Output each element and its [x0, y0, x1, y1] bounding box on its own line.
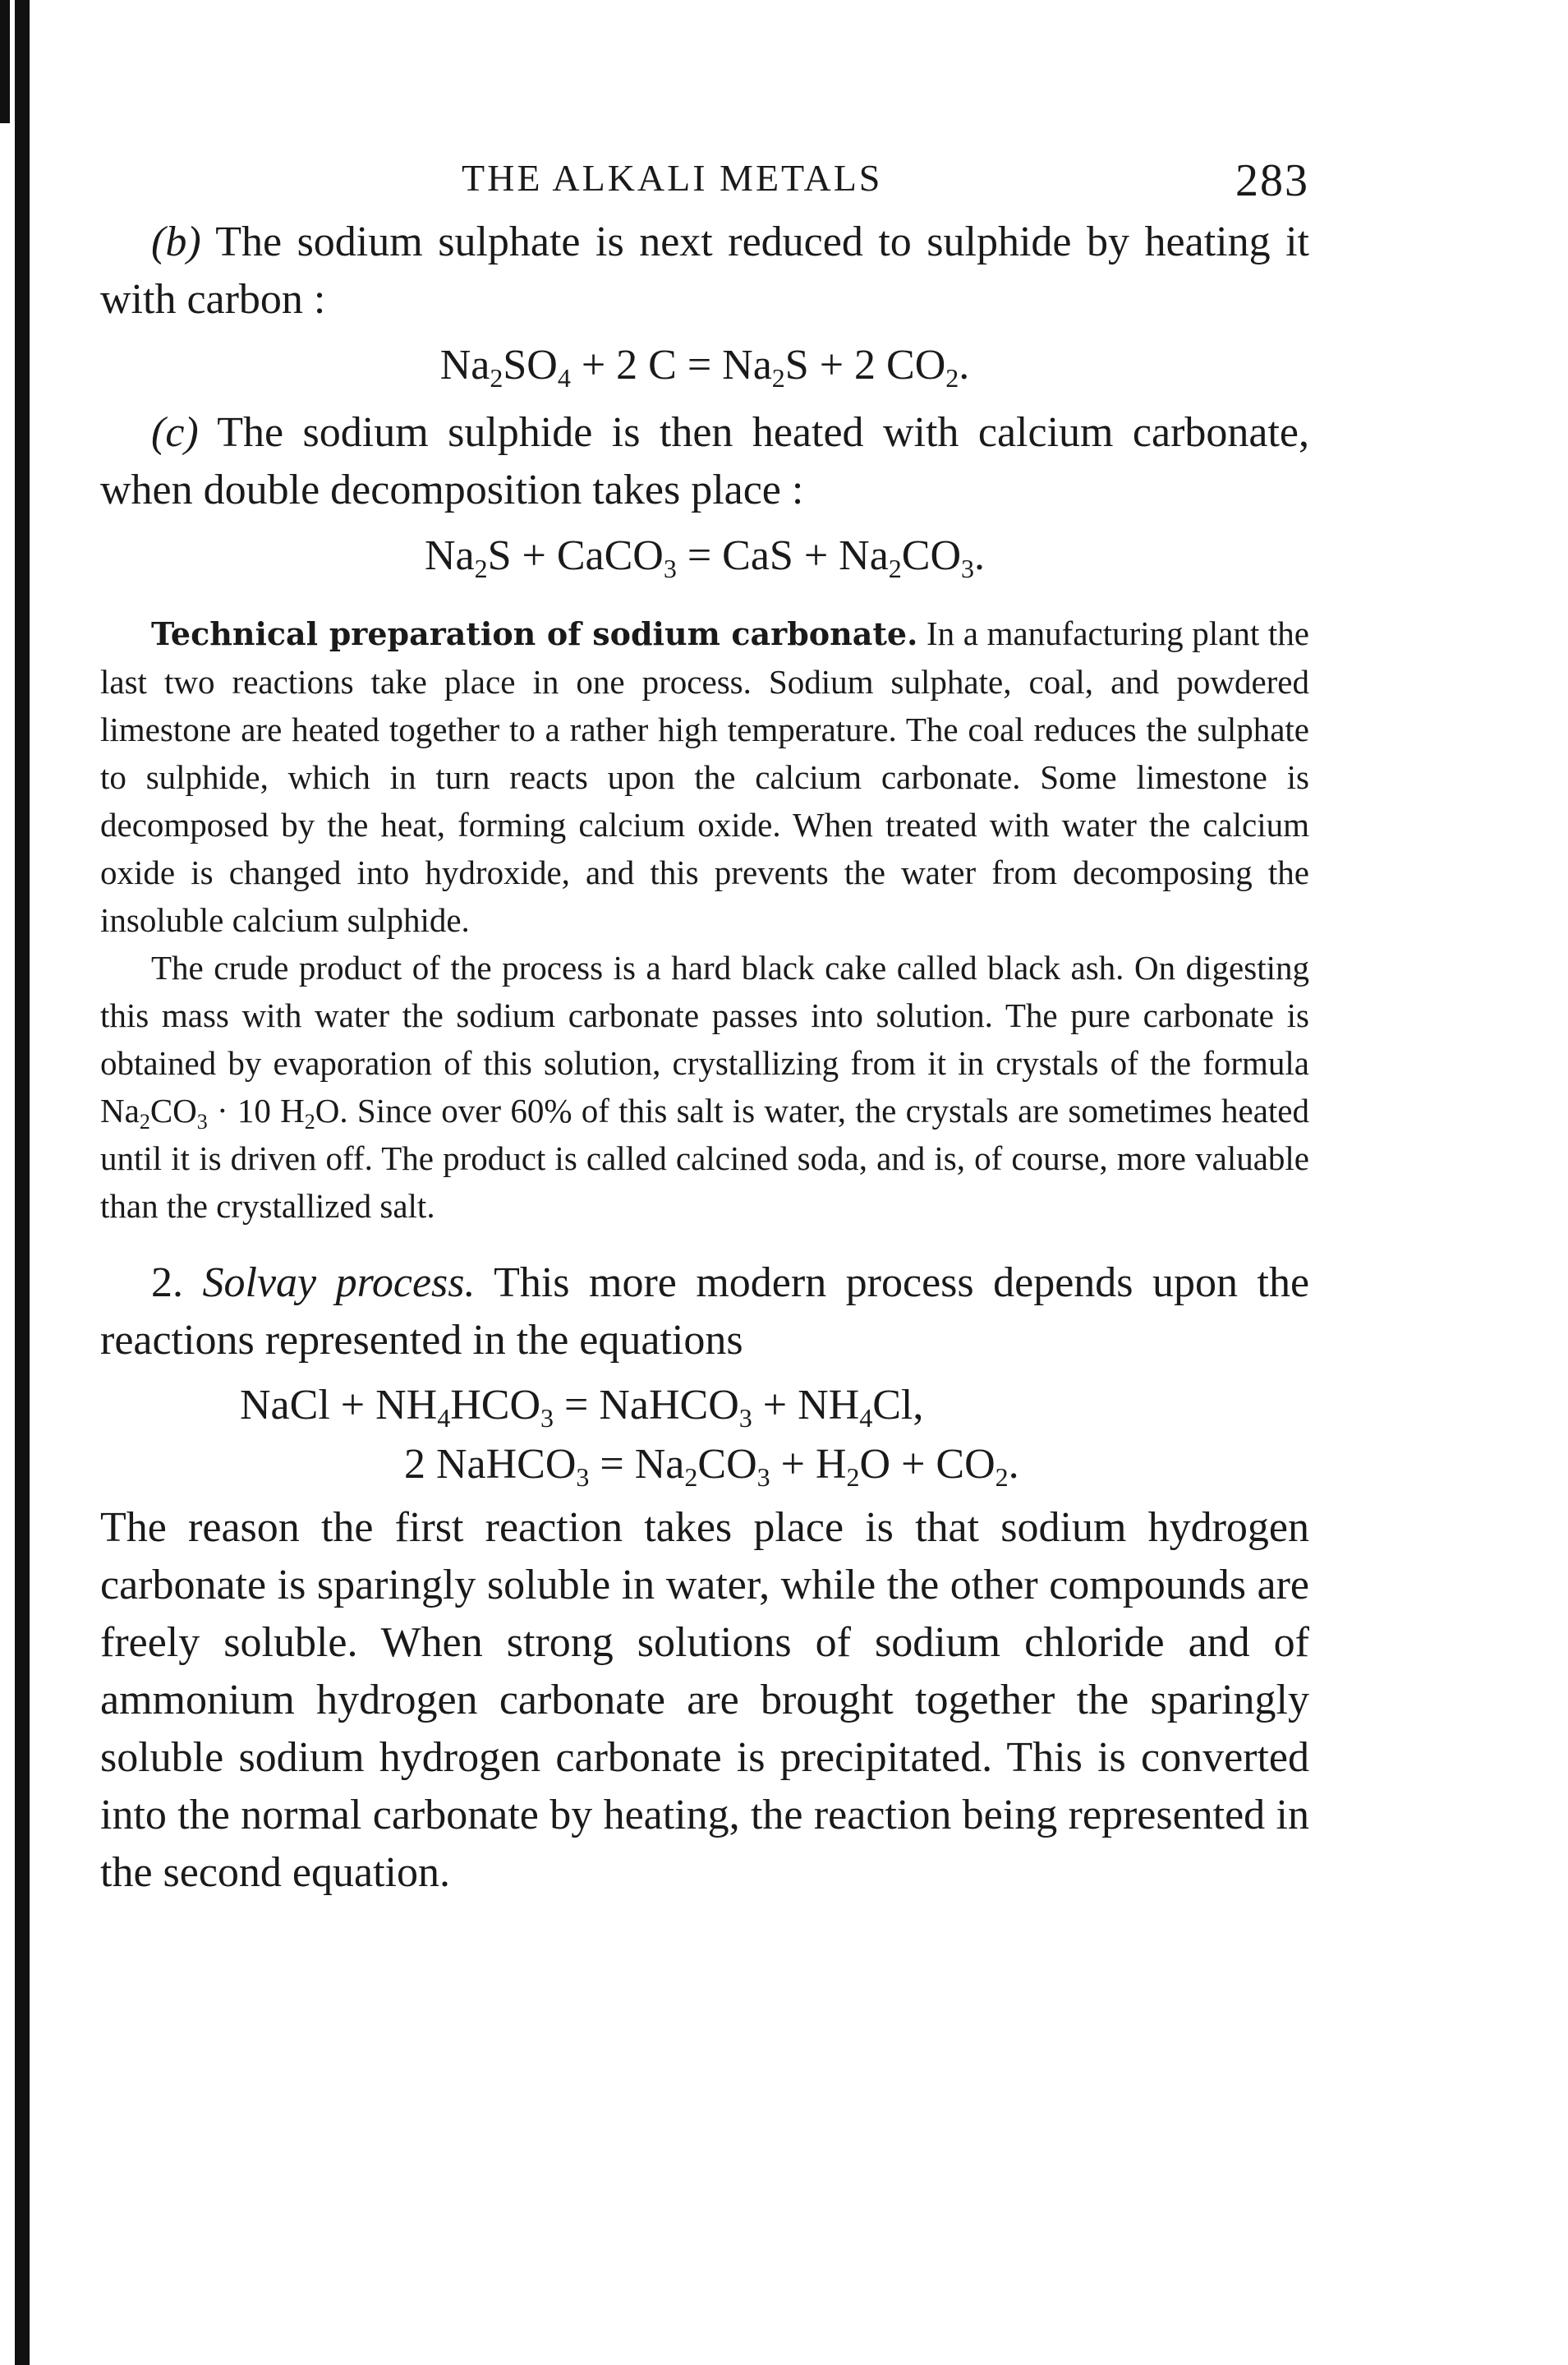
label-b: (b) — [151, 219, 201, 265]
binding-edge-top — [0, 0, 10, 123]
solvay-equation-2: 2 NaHCO$_3$ = $Na_2CO_3 + H_2O + CO_2$. — [404, 1441, 1019, 1492]
final-paragraph: The reason the first reaction takes place is that sodium hydrogen carbonate is sparingly soluble in water, while the other compounds are freely soluble. When strong solutions of sodium chloride and of ammonium hydrogen carbonate are brought together the sparingly soluble sodium hydrogen carbonate is precipitated. This is converted into the normal carbonate by heating, the reaction being represented in the second equation. — [100, 1504, 1309, 1896]
paragraph-c — [100, 404, 1309, 519]
book-page — [100, 140, 1309, 1902]
equation-b: $Na_2SO_4 + 2$ $C = Na_2S + 2$ $CO_2$. — [439, 342, 970, 393]
solvay-paragraph — [100, 1254, 1309, 1369]
solvay-title: Solvay process. — [202, 1259, 476, 1306]
chapter-title: THE ALKALI METALS — [462, 157, 883, 199]
solvay-equations — [100, 1376, 1309, 1494]
technical-text: In a manufacturing plant the last two reactions take place in one process. Sodium sulphate, coal, and powdered limestone are heated together to a rather high temperature. The coal reduces the sulphate to sulphide, which in turn reacts upon the calcium carbonate. Some limestone is decomposed by the heat, forming calcium oxide. When treated with water the calcium oxide is changed into hydroxide, and this prevents the water from decomposing the insoluble calcium sulphide. — [100, 614, 1309, 939]
equation-c: $Na_2S$ + CaCO$_3$ = CaS + $Na_2CO_3$. — [424, 532, 986, 583]
paragraph-b — [100, 214, 1309, 329]
solvay-text: This more modern process depends upon the reactions represented in the equations — [100, 1259, 1310, 1364]
technical-paragraph — [100, 610, 1309, 944]
solvay-number: 2. — [151, 1259, 183, 1306]
technical-heading: Technical preparation of sodium carbonate. — [151, 615, 918, 652]
running-header — [100, 140, 1309, 214]
page-number: 283 — [1235, 155, 1309, 206]
paragraph-b-text: The sodium sulphate is next reduced to sulphide by heating it with carbon : — [100, 219, 1309, 323]
binding-edge — [15, 0, 30, 2365]
solvay-equation-1: NaCl + $NH_4HCO_3$ = NaHCO$_3$ + $NH_4Cl$, — [240, 1382, 924, 1433]
crude-product-paragraph: The crude product of the process is a hard black cake called black ash. On digesting this mass with water the sodium carbonate passes into solution. The pure carbonate is obtained by evaporation of this solution, crystallizing from it in crystals of the formula $Na_2CO_3 \cdot 10$ $H_2O$. Since over 60% of this salt is water, the crystals are sometimes heated until it is driven off. The product is called calcined soda, and is, of course, more valuable than the crystallized salt. — [100, 949, 1309, 1225]
label-c: (c) — [151, 409, 199, 456]
paragraph-c-text: The sodium sulphide is then heated with calcium carbonate, when double decomposition takes place : — [100, 409, 1309, 513]
